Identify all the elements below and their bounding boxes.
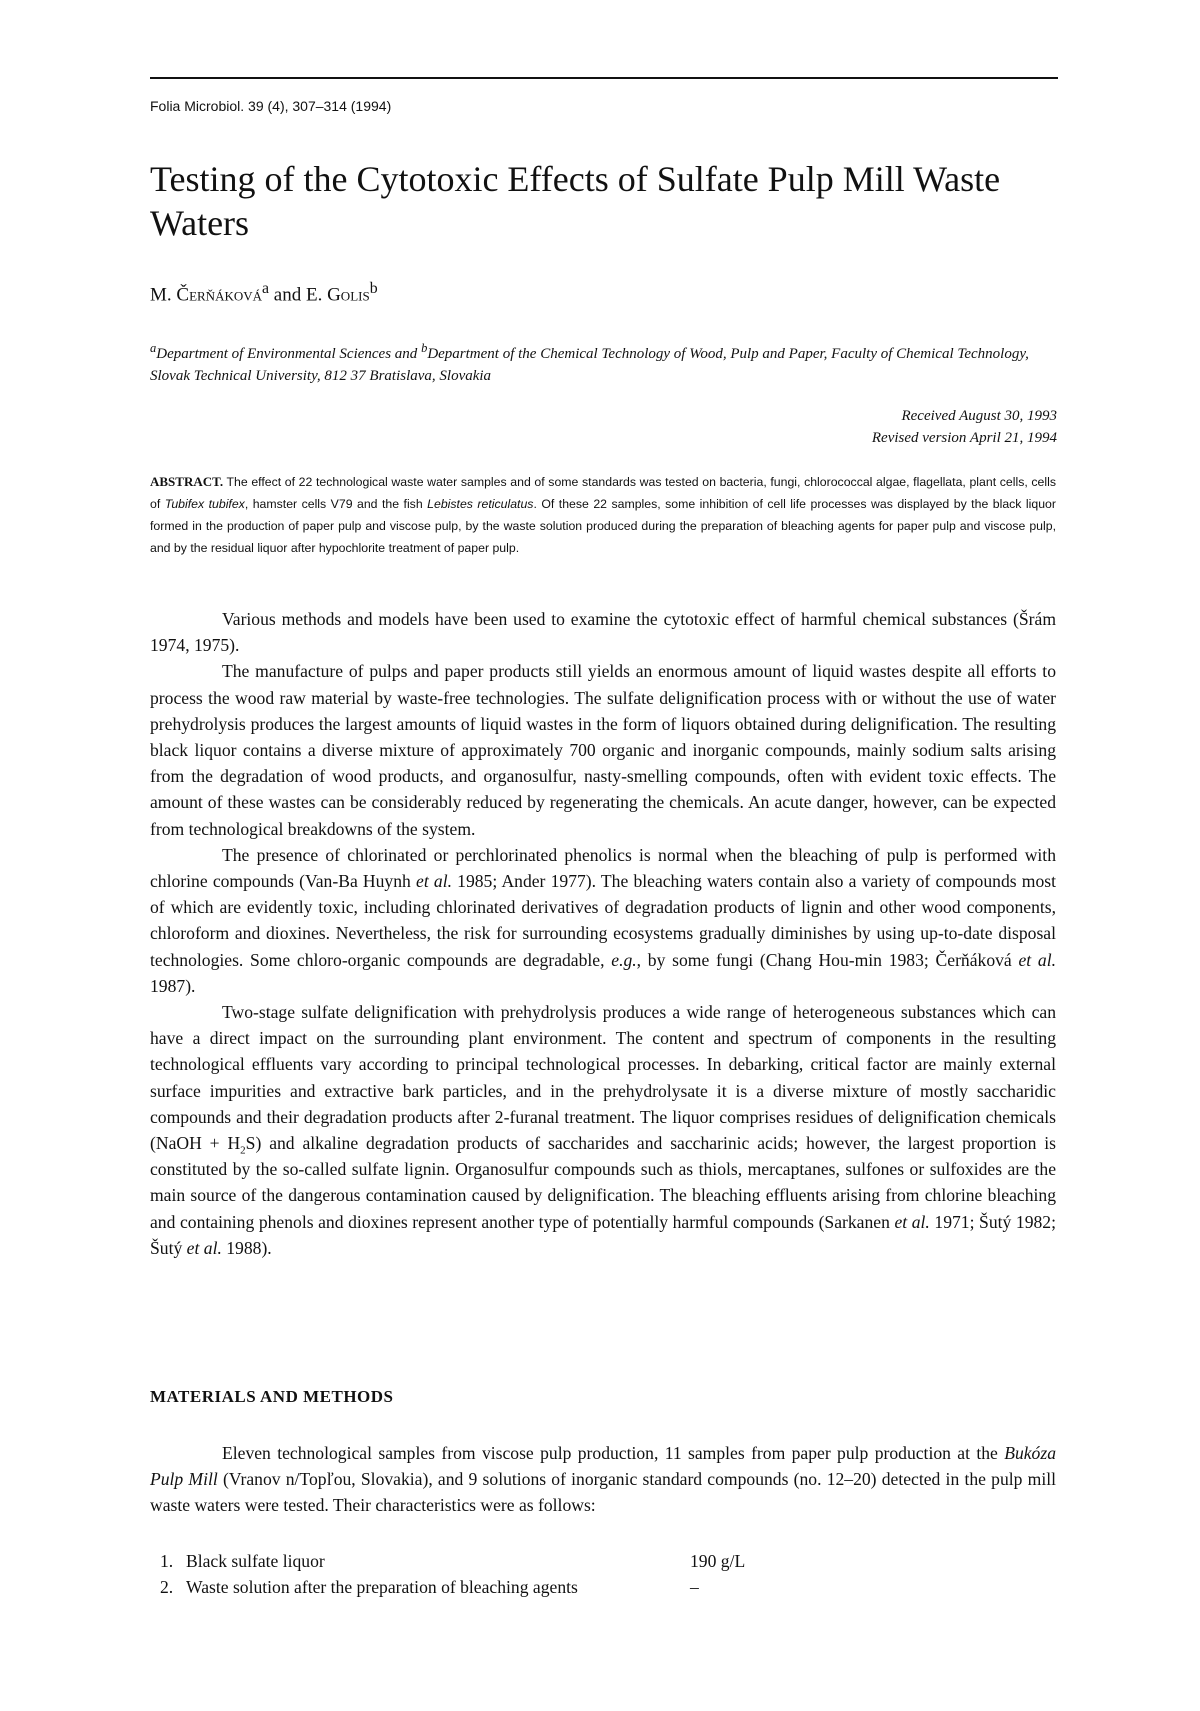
article-title: Testing of the Cytotoxic Effects of Sulfate Pulp Mill Waste Waters: [150, 159, 1001, 243]
text-run: et al.: [416, 871, 452, 892]
text-run: 1971; Šutý 1982; Šutý: [150, 1211, 1056, 1258]
text-run: The presence of chlorinated or perchlorinated phenolics is normal when the bleaching of pulp is performed with chlorine compounds (Van-Ba Huynh: [150, 844, 1056, 892]
mill-name: Bukóza Pulp Mill: [150, 1443, 1056, 1490]
text-run: 1988).: [221, 1237, 272, 1258]
author-2-name: E. Golis: [305, 284, 370, 306]
affil-mark-a: a: [150, 341, 157, 355]
sample-name: Black sulfate liquor: [186, 1551, 325, 1571]
body-paragraph: [150, 842, 1056, 999]
abstract-text: The effect of 22 technological waste water samples and of some standards was tested on bacteria, fungi, chlorococcal algae, flagellata, plant cells, cells of: [150, 475, 1056, 511]
body-paragraph: [150, 999, 1056, 1261]
author-conjunction: and: [273, 284, 302, 306]
text-run: 1987).: [150, 975, 196, 996]
author-2-affil-mark: b: [369, 280, 378, 297]
body-paragraph: [150, 1440, 1056, 1519]
list-item: [150, 1574, 910, 1600]
abstract-text: . Of these 22 samples, some inhibition of cell life processes was displayed by the black liquor formed in the production of paper pulp and viscose pulp, by the waste solution produced during the preparation of bleaching agents for paper pulp and viscose pulp, and by the residual liquor after hypochlorite treatment of paper pulp.: [150, 497, 1056, 555]
journal-reference: Folia Microbiol. 39 (4), 307–314 (1994): [150, 98, 392, 114]
section-heading: MATERIALS AND METHODS: [150, 1387, 394, 1406]
abstract-text: , hamster cells V79 and the fish: [244, 497, 428, 511]
header-rule: [150, 77, 1058, 79]
text-run: S) and alkaline degradation products of saccharides and saccharinic acids; however, the largest proportion is constituted by the so-called sulfate lignin. Organosulfur compounds such as thiols, mercaptanes, sulfones or sulfoxides are the main source of the dangerous contamination caused by delignification. The bleaching effluents arising from chlorine bleaching and containing phenols and dioxines represent another type of potentially harmful compounds (Sarkanen: [150, 1133, 1056, 1232]
text-run: 1985; Ander 1977). The bleaching waters contain also a variety of compounds most of which are evidently toxic, including chlorinated derivatives of degradation products of lignin and other wood components, chloroform and dioxines. Nevertheless, the risk for surrounding ecosystems gradually diminishes by using up-to-date disposal technologies. Some chloro-organic compounds are degradable,: [150, 871, 1056, 970]
body-paragraph: The manufacture of pulps and paper products still yields an enormous amount of liquid wastes despite all efforts to process the wood raw material by waste-free technologies. The sulfate delignification process with or without the use of water prehydrolysis produces the largest amounts of liquid wastes in the form of liquors obtained during delignification. The resulting black liquor contains a diverse mixture of approximately 700 organic and inorganic compounds, mainly sodium salts arising from the degradation of wood products, and organosulfur, nasty-smelling compounds, often with evident toxic effects. The amount of these wastes can be considerably reduced by regenerating the chemicals. An acute danger, however, can be expected from technological breakdowns of the system.: [150, 661, 1056, 839]
list-item: [150, 1548, 910, 1574]
affiliation: [150, 337, 1055, 387]
sample-name: Waste solution after the preparation of bleaching agents: [186, 1577, 578, 1597]
text-run: (Vranov n/Topľou, Slovakia), and 9 solutions of inorganic standard compounds (no. 12–20) detected in the pulp mill waste waters were tested. Their characteristics were as follows:: [150, 1469, 1056, 1516]
text-run: et al.: [186, 1237, 222, 1258]
text-run: Two-stage sulfate delignification with prehydrolysis produces a wide range of heterogeneous substances which can have a direct impact on the surrounding plant environment. The content and spectrum of components in the resulting technological effluents vary according to principal technological processes. In debarking, critical factor are mainly external surface impurities and extractive bark particles, and in the prehydrolysate it is a diverse mixture of mostly saccharidic compounds and their degradation products after 2-furanal treatment. The liquor comprises residues of delignification chemicals (NaOH + H: [150, 1002, 1056, 1154]
revised-date: Revised version April 21, 1994: [871, 430, 1057, 446]
text-run: Eleven technological samples from viscose pulp production, 11 samples from paper pulp production at the: [222, 1443, 1005, 1463]
text-run: et al.: [894, 1211, 930, 1232]
sample-number: 1.: [160, 1551, 174, 1571]
author-1-name: M. Čerňáková: [150, 284, 263, 306]
methods-text: [150, 1440, 1056, 1519]
text-run: , by some fungi (Chang Hou-min 1983; Čerňáková: [636, 949, 1019, 970]
sample-list: [150, 1548, 910, 1600]
affil-text-b: Department of the Chemical Technology of Wood, Pulp and Paper, Faculty of Chemical Technology, Slovak Technical University, 812 37 Bratislava, Slovakia: [150, 346, 1029, 384]
author-line: [150, 280, 378, 306]
sample-value: –: [690, 1577, 699, 1597]
author-1-affil-mark: a: [262, 280, 270, 297]
text-run: e.g.: [611, 949, 637, 970]
sample-value: 190 g/L: [690, 1551, 746, 1571]
introduction: [150, 606, 1056, 1261]
abstract-species: Lebistes reticulatus: [427, 497, 534, 511]
abstract-species: Tubifex tubifex: [164, 497, 245, 511]
abstract-label: ABSTRACT.: [150, 474, 224, 489]
text-run: et al.: [1018, 949, 1057, 970]
article-dates: [872, 405, 1057, 449]
received-date: Received August 30, 1993: [901, 408, 1057, 424]
body-paragraph: Various methods and models have been used to examine the cytotoxic effect of harmful chemical substances (Šrám 1974, 1975).: [150, 609, 1056, 656]
abstract: [150, 471, 1056, 559]
sample-number: 2.: [160, 1577, 174, 1597]
affil-text-a: Department of Environmental Sciences and: [156, 346, 422, 362]
affil-mark-b: b: [421, 341, 428, 355]
text-run: 2: [240, 1144, 246, 1157]
